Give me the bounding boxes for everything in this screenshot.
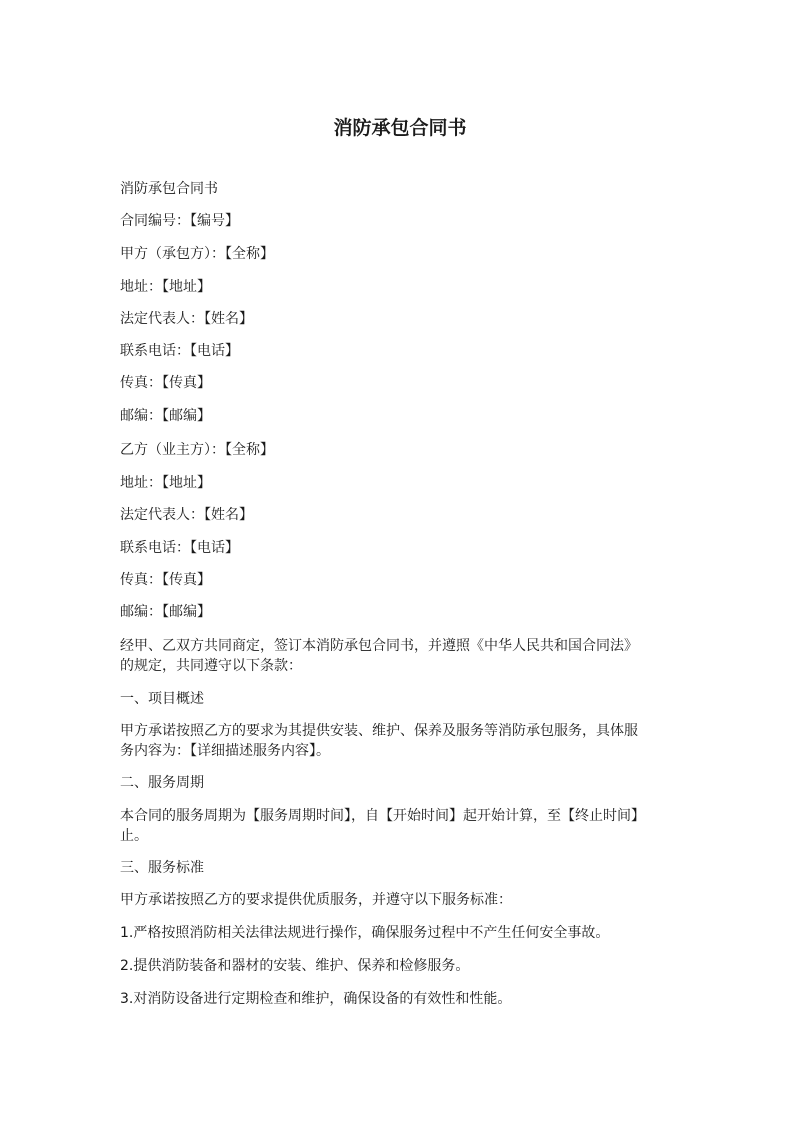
section-2-paragraph-line-2: 止。 (120, 828, 148, 844)
standard-item-1: 1.严格按照消防相关法律法规进行操作，确保服务过程中不产生任何安全事故。 (120, 925, 610, 941)
section-2-paragraph-line-1: 本合同的服务周期为【服务周期时间】，自【开始时间】起开始计算，至【终止时间】 (120, 808, 645, 824)
party-a-fax-line: 传真：【传真】 (120, 375, 211, 391)
contract-number-line: 合同编号：【编号】 (120, 213, 239, 229)
party-a-name-line: 甲方（承包方）：【全称】 (120, 246, 274, 262)
section-1-heading: 一、项目概述 (120, 691, 204, 707)
party-a-address-line: 地址：【地址】 (120, 279, 211, 295)
party-b-fax-line: 传真：【传真】 (120, 572, 211, 588)
party-b-representative-line: 法定代表人：【姓名】 (120, 507, 253, 523)
standard-item-3: 3.对消防设备进行定期检查和维护，确保设备的有效性和性能。 (120, 991, 512, 1007)
party-a-representative-line: 法定代表人：【姓名】 (120, 311, 253, 327)
party-b-phone-line: 联系电话：【电话】 (120, 540, 239, 556)
section-1-paragraph-line-2: 务内容为：【详细描述服务内容】。 (120, 743, 330, 759)
party-b-postcode-line: 邮编：【邮编】 (120, 604, 211, 620)
section-3-intro: 甲方承诺按照乙方的要求提供优质服务，并遵守以下服务标准： (120, 892, 512, 908)
section-3-heading: 三、服务标准 (120, 860, 204, 876)
party-a-postcode-line: 邮编：【邮编】 (120, 408, 211, 424)
section-2-heading: 二、服务周期 (120, 775, 204, 791)
section-1-paragraph-line-1: 甲方承诺按照乙方的要求为其提供安装、维护、保养及服务等消防承包服务，具体服 (120, 723, 638, 739)
document-title: 消防承包合同书 (333, 117, 467, 139)
intro-paragraph-line-1: 经甲、乙双方共同商定，签订本消防承包合同书，并遵照《中华人民共和国合同法》 (120, 638, 638, 654)
standard-item-2: 2.提供消防装备和器材的安装、维护、保养和检修服务。 (120, 958, 470, 974)
party-b-address-line: 地址：【地址】 (120, 475, 211, 491)
intro-paragraph-line-2: 的规定，共同遵守以下条款： (120, 658, 302, 674)
contract-name-line: 消防承包合同书 (120, 181, 218, 197)
party-a-phone-line: 联系电话：【电话】 (120, 343, 239, 359)
party-b-name-line: 乙方（业主方）：【全称】 (120, 442, 274, 458)
